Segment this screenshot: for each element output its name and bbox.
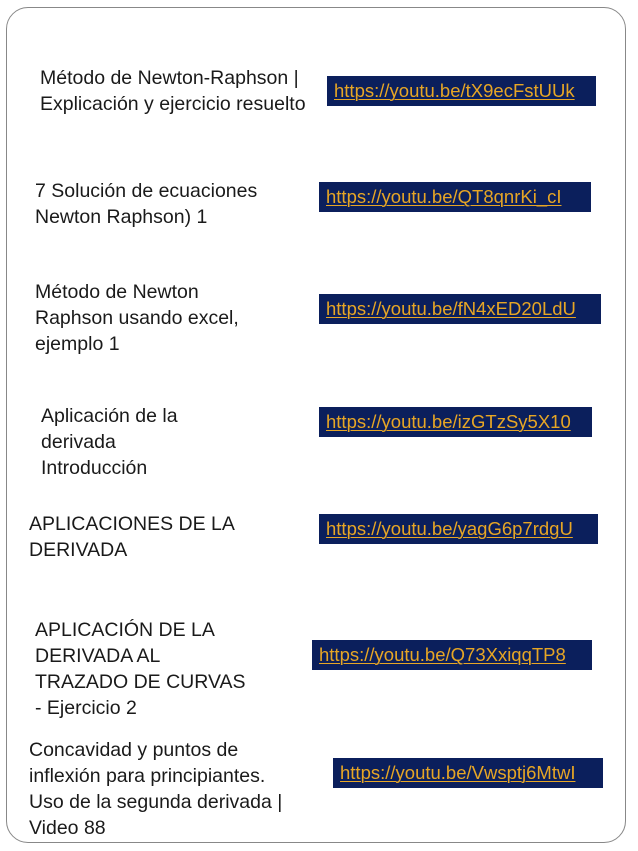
video-link-url[interactable]: https://youtu.be/fN4xED20LdU: [326, 298, 576, 319]
video-link-url[interactable]: https://youtu.be/yagG6p7rdgU: [326, 518, 573, 539]
video-link-url[interactable]: https://youtu.be/QT8qnrKi_cI: [326, 186, 562, 207]
video-link-url[interactable]: https://youtu.be/izGTzSy5X10: [326, 411, 571, 432]
video-link-url[interactable]: https://youtu.be/Q73XxiqqTP8: [319, 644, 566, 665]
video-link-trazado-curvas[interactable]: [312, 640, 592, 670]
video-link-aplicaciones-derivada[interactable]: [319, 514, 598, 544]
video-title-concavidad-inflexion: Concavidad y puntos de inflexión para principiantes. Uso de la segunda derivada | Video 88: [29, 739, 283, 839]
video-title-aplicaciones-derivada: APLICACIONES DE LA DERIVADA: [29, 513, 235, 561]
video-link-concavidad-inflexion[interactable]: [333, 758, 603, 788]
video-title-solucion-ecuaciones: 7 Solución de ecuaciones Newton Raphson) 1: [35, 180, 258, 228]
video-link-url[interactable]: https://youtu.be/Vwsptj6MtwI: [340, 762, 576, 783]
video-title-trazado-curvas: APLICACIÓN DE LA DERIVADA AL TRAZADO DE CURVAS - Ejercicio 2: [35, 619, 246, 719]
video-title-newton-raphson-excel: Método de Newton Raphson usando excel, ejemplo 1: [35, 281, 239, 355]
video-link-url[interactable]: https://youtu.be/tX9ecFstUUk: [334, 80, 575, 101]
video-link-aplicacion-derivada-intro[interactable]: [319, 407, 592, 437]
video-title-newton-raphson-explicacion: Método de Newton-Raphson | Explicación y ejercicio resuelto: [40, 67, 306, 115]
video-link-newton-raphson-excel[interactable]: [319, 294, 601, 324]
video-title-aplicacion-derivada-intro: Aplicación de la derivada Introducción: [41, 405, 178, 479]
video-link-solucion-ecuaciones[interactable]: [319, 182, 591, 212]
video-link-newton-raphson-explicacion[interactable]: [327, 76, 596, 106]
